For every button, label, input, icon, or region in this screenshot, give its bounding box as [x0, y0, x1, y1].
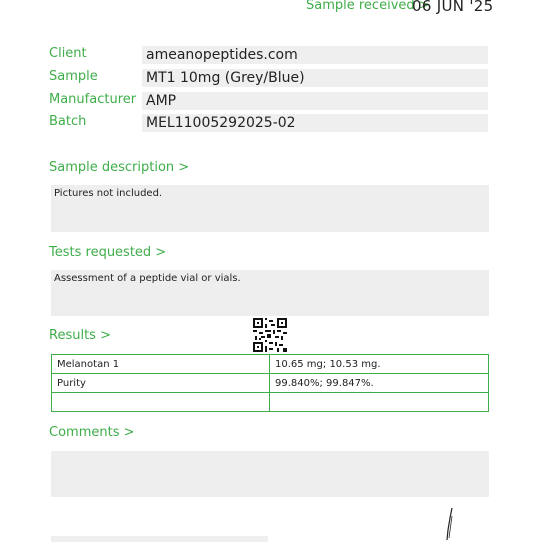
- batch-label: Batch: [49, 114, 87, 129]
- results-row: [52, 374, 489, 393]
- sample-description-text: Pictures not included.: [54, 188, 163, 199]
- results-cell-name: Melanotan 1: [52, 355, 270, 374]
- results-cell-value: 10.65 mg; 10.53 mg.: [270, 355, 489, 374]
- comments-title: Comments >: [49, 425, 135, 440]
- sample-received-date: 06 JUN '25: [412, 0, 494, 15]
- client-value: ameanopeptides.com: [142, 46, 488, 64]
- results-row: [52, 355, 489, 374]
- results-cell-name: [52, 393, 270, 412]
- analysis-date-field: [51, 536, 171, 542]
- results-cell-name: Purity: [52, 374, 270, 393]
- sample-value: MT1 10mg (Grey/Blue): [142, 69, 488, 87]
- sample-received-label: Sample received >: [306, 0, 430, 13]
- qr-code-icon: [253, 318, 287, 352]
- results-title: Results >: [49, 328, 111, 343]
- tests-requested-box: [51, 270, 489, 316]
- sample-label: Sample: [49, 69, 98, 84]
- tests-requested-text: Assessment of a peptide vial or vials.: [54, 273, 241, 284]
- manufacturer-label: Manufacturer: [49, 92, 137, 107]
- results-table: [51, 354, 489, 412]
- manufacturer-value: AMP: [142, 92, 488, 110]
- comments-box: [51, 451, 489, 497]
- signature-icon: [440, 508, 460, 540]
- sample-description-title: Sample description >: [49, 160, 190, 175]
- results-row: [52, 393, 489, 412]
- analysis-date-value-field: [168, 536, 268, 542]
- batch-value: MEL11005292025-02: [142, 114, 488, 132]
- tests-requested-title: Tests requested >: [49, 245, 167, 260]
- sample-description-box: [51, 185, 489, 232]
- results-cell-value: 99.840%; 99.847%.: [270, 374, 489, 393]
- client-label: Client: [49, 46, 87, 61]
- results-cell-value: [270, 393, 489, 412]
